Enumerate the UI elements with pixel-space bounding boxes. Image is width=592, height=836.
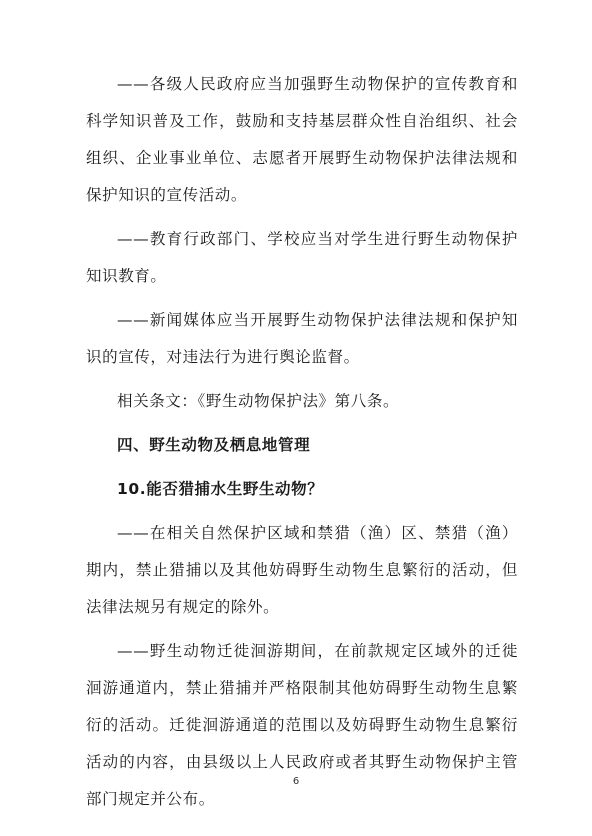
- paragraph-education: ——教育行政部门、学校应当对学生进行野生动物保护知识教育。: [86, 230, 518, 285]
- paragraph-government-publicity: ——各级人民政府应当加强野生动物保护的宣传教育和科学知识普及工作，鼓励和支持基层群众性自治组织、社会组织、企业事业单位、志愿者开展野生动物保护法律法规和保护知识的宣传活动。: [86, 75, 518, 204]
- section-heading: 四、野生动物及栖息地管理: [117, 436, 311, 454]
- paragraph-protected-areas: ——在相关自然保护区域和禁猎（渔）区、禁猎（渔）期内，禁止猎捕以及其他妨碍野生动物生息繁衍的活动，但法律法规另有规定的除外。: [86, 524, 518, 616]
- question-heading: 10.能否猎捕水生野生动物？: [117, 480, 324, 498]
- paragraph-news-media: ——新闻媒体应当开展野生动物保护法律法规和保护知识的宣传，对违法行为进行舆论监督。: [86, 311, 518, 366]
- page-number: 6: [292, 776, 300, 787]
- paragraph-migration-routes: ——野生动物迁徙洄游期间，在前款规定区域外的迁徙洄游通道内，禁止猎捕并严格限制其他妨碍野生动物生息繁衍的活动。迁徙洄游通道的范围以及妨碍野生动物生息繁衍活动的内容，由县级以上人民政府或者其野生动物保护主管部门规定并公布。: [86, 642, 518, 808]
- paragraph-related-article: 相关条文：《野生动物保护法》第八条。: [117, 392, 400, 410]
- document-body: [86, 66, 518, 825]
